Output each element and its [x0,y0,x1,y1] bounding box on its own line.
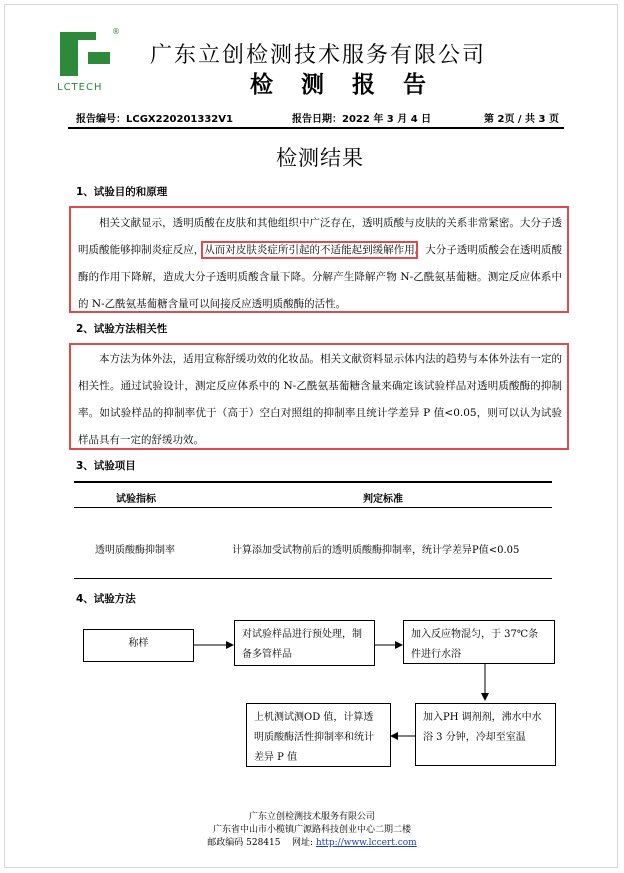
flow-step-measure [246,703,391,767]
table-header-criterion: 判定标准 [363,494,403,505]
flow-step-pretreat [234,620,375,666]
flow-step-boil-cool [415,703,556,766]
flow-step-1-text: 称样 [128,638,149,649]
table-cell-indicator: 透明质酸酶抑制率 [95,545,175,556]
s1-highlighted-phrase: 从而对皮肤炎症所引起的不适能起到缓解作用 [204,244,415,256]
report-number-label: 报告编号： [76,114,126,125]
table-cell-criterion: 计算添加受试物前后的透明质酸酶抑制率，统计学差异P值<0.05 [232,545,520,556]
flow-step-4-text: 加入PH 调剂剂，沸水中水浴 3 分钟，冷却至室温 [423,712,542,743]
section-2-paragraph [78,346,562,454]
flow-step-5-text: 上机测试测OD 值，计算透明质酸酶活性抑制率和统计差异 P 值 [254,712,374,763]
section-2-heading: 2、试验方法相关性 [76,323,168,335]
header-rule [68,127,564,129]
report-date-label: 报告日期： [292,114,342,125]
s2-text: 本方法为体外法，适用宣称舒缓功效的化妆品。相关文献资料显示体内法的趋势与本体外法有一定的相关性。通过试验设计，测定反应体系中的 N-乙酰氨基葡糖含量来确定该试验样品对透明质酸酶的抑制率。如试验样品的抑制率优于（高于）空白对照组的抑制率且统计学差异 P 值<0.05，则可以认为试验样品具有一定的舒缓功效。 [78,353,562,446]
report-number-value: LCGX220201332V1 [126,114,233,125]
logo-text: LCTECH [57,82,103,93]
company-name: 广东立创检测技术服务有限公司 [150,43,487,68]
footer-company: 广东立创检测技术服务有限公司 [248,812,375,822]
flow-step-3-text: 加入反应物混匀，于 37℃条件进行水浴 [411,629,539,660]
footer-website-link[interactable]: http://www.lccert.com [315,838,417,848]
section-1-paragraph [78,210,562,318]
section-3-heading: 3、试验项目 [76,460,136,472]
report-date-value: 2022 年 3 月 4 日 [342,114,432,125]
footer-address: 广东省中山市小榄镇广源路科技创业中心二期二楼 [212,825,411,835]
footer-website-label: 网址: [291,838,313,848]
section-title: 检测结果 [276,146,364,170]
report-number [76,110,233,125]
footer-contact [0,835,624,848]
flow-step-weigh [83,629,194,662]
table-top-rule [74,481,552,483]
s1-text-after: 。大分子透明质酸会在透明质酸酶的作用下降解，造成大分子透明质酸含量下降。分解产生降解产物 N-乙酰氨基葡糖。测定反应体系中的 N-乙酰氨基葡糖含量可以间接反应透明质酸酶的活性。 [78,244,563,310]
registered-mark: ® [112,27,120,36]
flow-step-water-bath [403,620,555,664]
s1-text-before: 相关文献显示，透明质酸在皮肤和其他组织中广泛存在，透明质酸与皮肤的关系非常紧密。大分子透明质酸能够抑制炎症反应， [78,217,562,256]
section-1-heading: 1、试验目的和原理 [76,186,168,198]
table-header-indicator: 试验指标 [116,494,156,505]
report-title: 检 测 报 告 [250,72,437,98]
page-info: 第 2页 / 共 3 页 [484,114,559,125]
section-4-heading: 4、试验方法 [76,593,136,605]
flow-step-2-text: 对试验样品进行预处理，制备多管样品 [242,629,362,660]
footer-postcode: 邮政编码 528415 [207,838,281,848]
table-bottom-rule [74,578,552,579]
table-header-rule [74,507,552,508]
report-date [292,110,431,125]
